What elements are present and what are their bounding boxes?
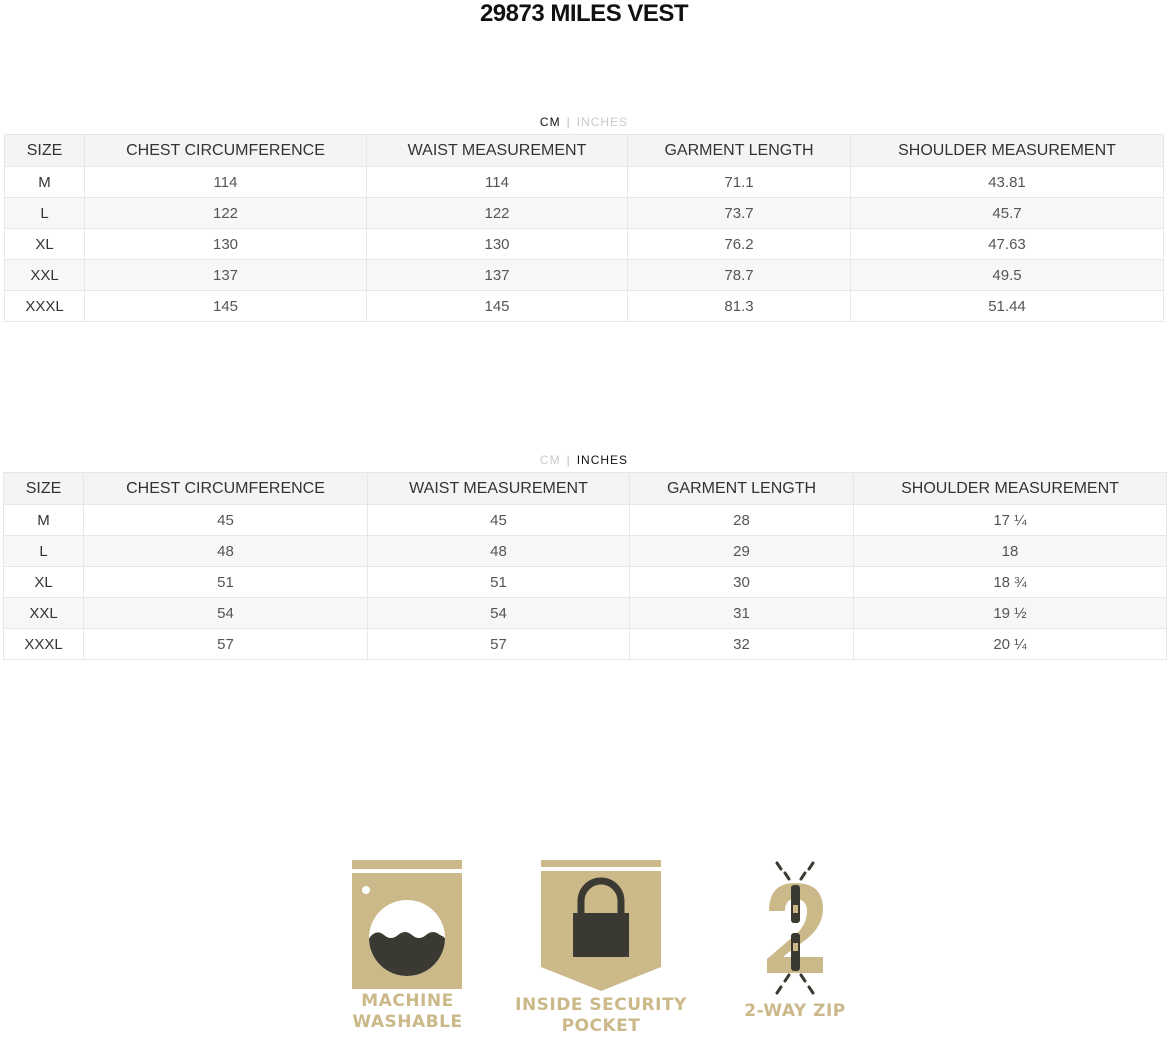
- col-header-chest: CHEST CIRCUMFERENCE: [85, 135, 367, 167]
- size-table-cm: [4, 134, 1164, 322]
- cell-value: 54: [84, 598, 368, 629]
- cell-value: 71.1: [628, 167, 851, 198]
- cell-value: 30: [630, 567, 854, 598]
- cell-value: 145: [367, 291, 628, 322]
- cell-value: 78.7: [628, 260, 851, 291]
- cell-value: 47.63: [851, 229, 1164, 260]
- table-row: [4, 567, 1167, 598]
- table-row: [4, 536, 1167, 567]
- cell-value: 48: [84, 536, 368, 567]
- feature-label: INSIDE SECURITY: [515, 995, 687, 1015]
- page-title: 29873 MILES VEST: [479, 0, 689, 27]
- cell-value: 31: [630, 598, 854, 629]
- cell-value: 73.7: [628, 198, 851, 229]
- cell-size: L: [5, 198, 85, 229]
- cell-value: 57: [84, 629, 368, 660]
- cell-value: 122: [367, 198, 628, 229]
- cell-size: L: [4, 536, 84, 567]
- table-row: [5, 229, 1164, 260]
- table-row: [4, 629, 1167, 660]
- col-header-size: SIZE: [4, 473, 84, 505]
- feature-machine-washable: [330, 855, 485, 1033]
- cell-value: 17 ¼: [854, 505, 1167, 536]
- cell-value: 48: [368, 536, 630, 567]
- cell-value: 43.81: [851, 167, 1164, 198]
- col-header-shoulder: SHOULDER MEASUREMENT: [854, 473, 1167, 505]
- feature-two-way-zip: [730, 855, 860, 1022]
- cell-value: 18 ¾: [854, 567, 1167, 598]
- col-header-waist: WAIST MEASUREMENT: [368, 473, 630, 505]
- table-row: [5, 198, 1164, 229]
- cell-value: 137: [85, 260, 367, 291]
- cell-value: 45.7: [851, 198, 1164, 229]
- col-header-chest: CHEST CIRCUMFERENCE: [84, 473, 368, 505]
- size-table-inches: [3, 472, 1167, 660]
- cell-value: 137: [367, 260, 628, 291]
- cell-value: 114: [367, 167, 628, 198]
- table-row: [5, 167, 1164, 198]
- table-row: [5, 291, 1164, 322]
- two-way-zip-icon: [755, 855, 835, 1001]
- cell-value: 81.3: [628, 291, 851, 322]
- unit-cm-tab[interactable]: CM: [539, 453, 561, 467]
- cell-size: XL: [4, 567, 84, 598]
- unit-toggle-cm: CM | INCHES: [539, 115, 629, 129]
- cell-size: XXXL: [4, 629, 84, 660]
- machine-washable-icon: [351, 855, 463, 991]
- unit-inches-tab[interactable]: INCHES: [576, 453, 629, 467]
- feature-icons: [330, 855, 860, 1041]
- feature-label: 2-WAY ZIP: [744, 1001, 846, 1021]
- cell-size: XXXL: [5, 291, 85, 322]
- cell-value: 54: [368, 598, 630, 629]
- cell-value: 57: [368, 629, 630, 660]
- cell-value: 51.44: [851, 291, 1164, 322]
- feature-security-pocket: [515, 855, 687, 1037]
- cell-value: 130: [85, 229, 367, 260]
- feature-label: WASHABLE: [352, 1012, 463, 1032]
- cell-value: 19 ½: [854, 598, 1167, 629]
- cell-size: XL: [5, 229, 85, 260]
- col-header-length: GARMENT LENGTH: [630, 473, 854, 505]
- cell-value: 29: [630, 536, 854, 567]
- cell-value: 45: [368, 505, 630, 536]
- cell-value: 51: [368, 567, 630, 598]
- unit-inches-tab[interactable]: INCHES: [576, 115, 629, 129]
- cell-value: 122: [85, 198, 367, 229]
- cell-value: 114: [85, 167, 367, 198]
- cell-value: 28: [630, 505, 854, 536]
- cell-value: 51: [84, 567, 368, 598]
- unit-toggle-inches: CM | INCHES: [539, 453, 629, 467]
- cell-value: 76.2: [628, 229, 851, 260]
- cell-size: XXL: [5, 260, 85, 291]
- cell-value: 49.5: [851, 260, 1164, 291]
- col-header-shoulder: SHOULDER MEASUREMENT: [851, 135, 1164, 167]
- feature-label: MACHINE: [361, 991, 454, 1011]
- security-pocket-icon: [540, 855, 662, 995]
- cell-size: M: [5, 167, 85, 198]
- table-row: [4, 598, 1167, 629]
- cell-value: 18: [854, 536, 1167, 567]
- feature-label: POCKET: [561, 1016, 641, 1036]
- cell-value: 130: [367, 229, 628, 260]
- cell-size: XXL: [4, 598, 84, 629]
- col-header-length: GARMENT LENGTH: [628, 135, 851, 167]
- cell-size: M: [4, 505, 84, 536]
- col-header-waist: WAIST MEASUREMENT: [367, 135, 628, 167]
- cell-value: 32: [630, 629, 854, 660]
- table-row: [5, 260, 1164, 291]
- table-row: [4, 505, 1167, 536]
- col-header-size: SIZE: [5, 135, 85, 167]
- cell-value: 20 ¼: [854, 629, 1167, 660]
- unit-cm-tab[interactable]: CM: [539, 115, 561, 129]
- cell-value: 145: [85, 291, 367, 322]
- cell-value: 45: [84, 505, 368, 536]
